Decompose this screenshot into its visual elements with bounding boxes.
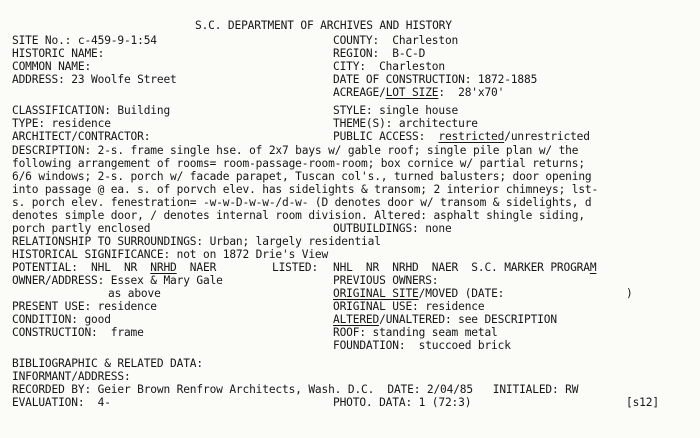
public-access [333, 130, 590, 143]
original-site-moved [333, 287, 504, 300]
relationship-to-surroundings: RELATIONSHIP TO SURROUNDINGS: Urban; largely residential [12, 235, 381, 248]
condition: CONDITION: good [12, 313, 111, 326]
description-line-2: following arrangement of rooms= room-passage-room-room; box cornice w/ partial returns; [12, 157, 585, 170]
acreage-lot-size [333, 86, 504, 99]
lot-size-value: : 28'x70' [438, 86, 505, 99]
informant-address: INFORMANT/ADDRESS: [12, 370, 131, 383]
potential [12, 261, 216, 274]
listed-options-text: NHL NR NRHD NAER S.C. MARKER PROGRA [333, 261, 590, 274]
description-line-1: DESCRIPTION: 2-s. frame single hse. of 2x7 bays w/ gable roof; single pile plan w/ the [12, 144, 579, 157]
sheet-code: [s12] [626, 396, 659, 409]
unaltered-text: /UNALTERED: see DESCRIPTION [379, 313, 557, 326]
recorded-by: RECORDED BY: Geier Brown Renfrow Architects, Wash. D.C. DATE: 2/04/85 INITIALED: RW [12, 383, 579, 396]
photo-data: PHOTO. DATA: 1 (72:3) [333, 396, 472, 409]
potential-nrhd-underlined: NRHD [150, 261, 177, 274]
date-of-construction: DATE OF CONSTRUCTION: 1872-1885 [333, 73, 538, 86]
bibliographic-data: BIBLIOGRAPHIC & RELATED DATA: [12, 357, 203, 370]
moved-date-close-paren: ) [626, 287, 633, 300]
roof: ROOF: standing seam metal [333, 326, 498, 339]
lot-size-label-underlined: LOT SIZE [385, 86, 439, 99]
classification: CLASSIFICATION: Building [12, 104, 171, 117]
description-line-6: denotes simple door, / denotes internal room division. Altered: asphalt shingle siding, [12, 209, 585, 222]
public-access-unrestricted: /unrestricted [504, 130, 590, 143]
description-line-7: porch partly enclosed [12, 222, 151, 235]
description-line-5: s. porch elev. fenestration= -w-w-D-w-w-/d-w- (D denotes door w/ transom & sidelights, d [12, 196, 592, 209]
style: STYLE: single house [333, 104, 459, 117]
construction: CONSTRUCTION: frame [12, 326, 144, 339]
original-use: ORIGINAL USE: residence [333, 300, 485, 313]
evaluation: EVALUATION: 4- [12, 396, 111, 409]
outbuildings: OUTBUILDINGS: none [333, 222, 452, 235]
city: CITY: Charleston [333, 60, 445, 73]
theme: THEME(S): architecture [333, 117, 478, 130]
form-title: S.C. DEPARTMENT OF ARCHIVES AND HISTORY [195, 19, 452, 32]
foundation: FOUNDATION: stuccoed brick [333, 339, 511, 352]
potential-naer: NAER [176, 261, 217, 274]
owner-address-continued: as above [108, 287, 161, 300]
region: REGION: B-C-D [333, 47, 426, 60]
owner-address: OWNER/ADDRESS: Essex & Mary Gale [12, 274, 223, 287]
altered-underlined: ALTERED [333, 313, 380, 326]
address: ADDRESS: 23 Woolfe Street [12, 73, 177, 86]
historical-significance: HISTORICAL SIGNIFICANCE: not on 1872 Drie's View [12, 248, 329, 261]
site-number: SITE No.: c-459-9-1:54 [12, 34, 157, 47]
type: TYPE: residence [12, 117, 111, 130]
listed-options [333, 261, 596, 274]
listed-label: LISTED: [272, 261, 319, 274]
historic-name: HISTORIC NAME: [12, 47, 105, 60]
present-use: PRESENT USE: residence [12, 300, 157, 313]
county: COUNTY: Charleston [333, 34, 459, 47]
public-access-restricted: restricted [438, 130, 505, 143]
architect-contractor: ARCHITECT/CONTRACTOR: [12, 130, 151, 143]
description-line-4: into passage @ ea. s. of porvch elev. has sidelights & transom; 2 interior chimneys; lst- [12, 183, 599, 196]
moved-date-label: /MOVED (DATE: [418, 287, 505, 300]
listed-options-last-letter: M [589, 261, 597, 274]
acreage-label: ACREAGE/ [333, 86, 386, 99]
description-line-3: 6/6 windows; 2-s. porch w/ facade parapet, Tuscan col's., turned balusters; door opening [12, 170, 592, 183]
altered-unaltered [333, 313, 557, 326]
potential-label: POTENTIAL: NHL NR [12, 261, 151, 274]
public-access-label: PUBLIC ACCESS: [333, 130, 439, 143]
previous-owners: PREVIOUS OWNERS: [333, 274, 439, 287]
original-site-underlined: ORIGINAL SITE [333, 287, 419, 300]
common-name: COMMON NAME: [12, 60, 92, 73]
